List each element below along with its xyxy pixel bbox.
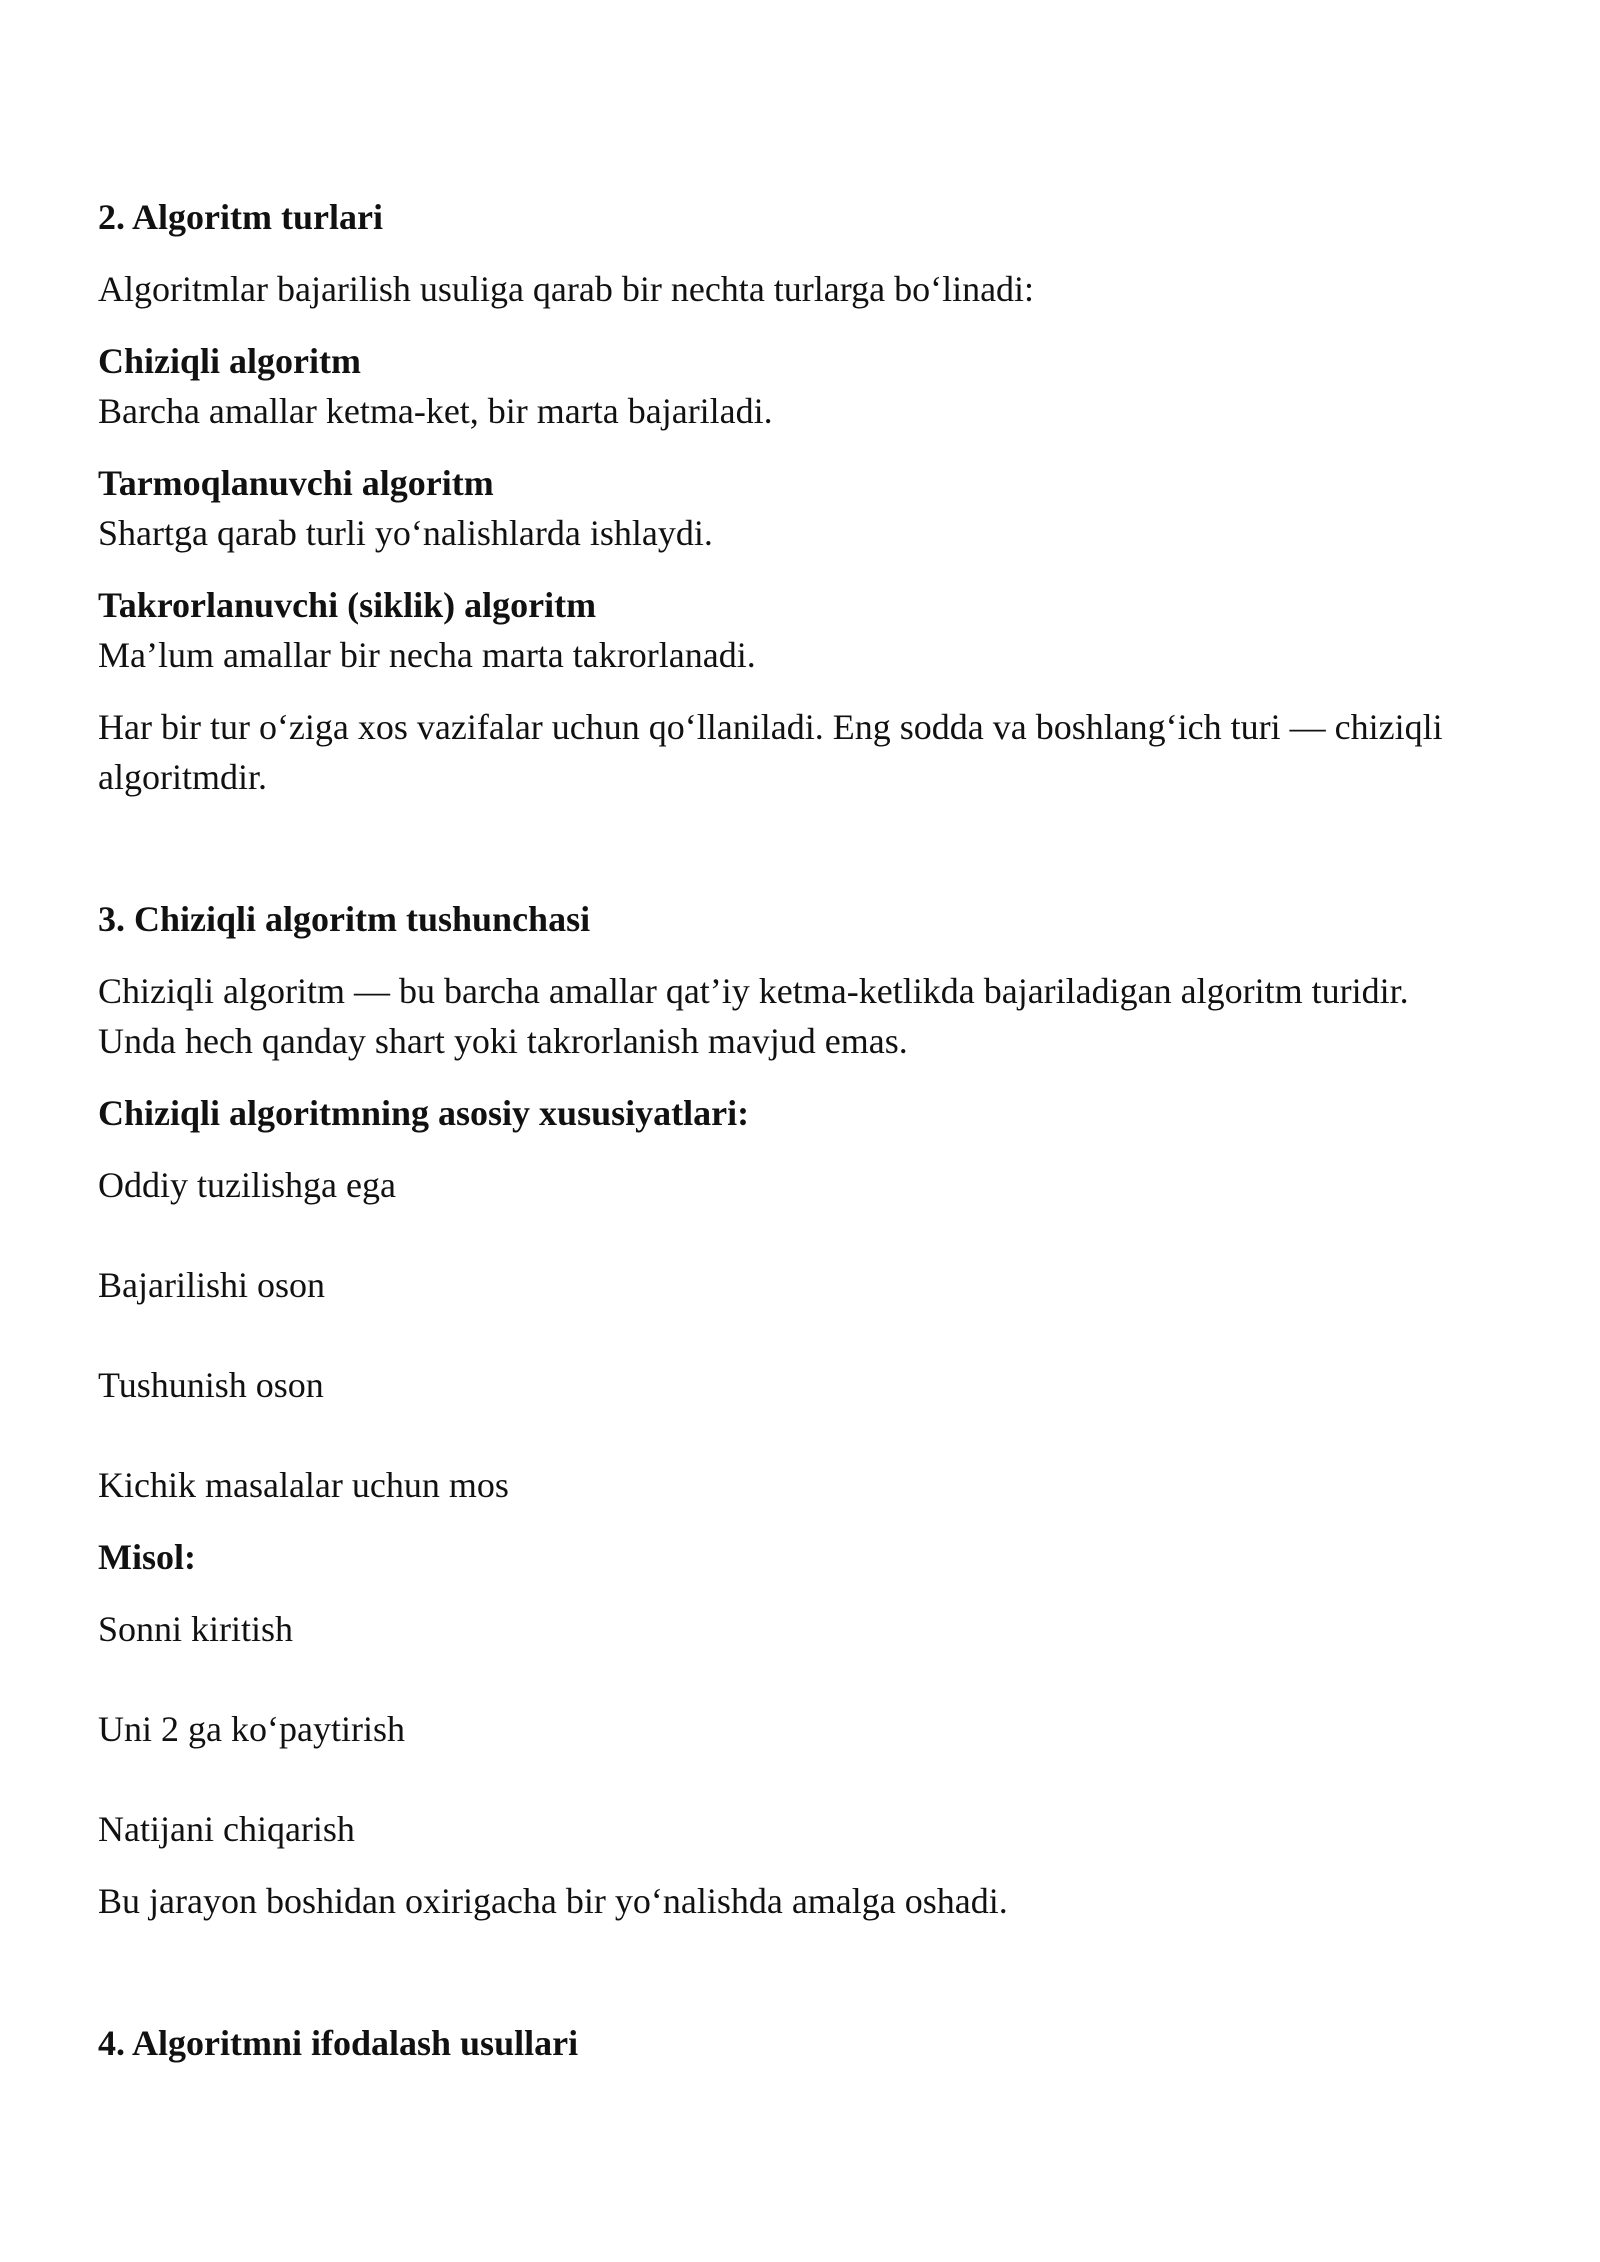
step-text: Uni 2 ga ko‘paytirish — [98, 1709, 405, 1749]
type-title: Chiziqli algoritm — [98, 341, 361, 381]
step-text: Sonni kiritish — [98, 1609, 294, 1649]
section-4-heading — [98, 2018, 1538, 2068]
type-desc: Barcha amallar ketma-ket, bir marta bajariladi. — [98, 391, 773, 431]
heading-text: Chiziqli algoritmning asosiy xususiyatlari: — [98, 1093, 750, 1133]
features-heading — [98, 1088, 1538, 1138]
heading-text: Misol: — [98, 1537, 196, 1577]
feature-item — [98, 1160, 1538, 1210]
feature-text: Bajarilishi oson — [98, 1265, 325, 1305]
type-title: Takrorlanuvchi (siklik) algoritm — [98, 585, 597, 625]
definition-line: Unda hech qanday shart yoki takrorlanish mavjud emas. — [98, 1021, 908, 1061]
feature-text: Tushunish oson — [98, 1365, 324, 1405]
feature-item — [98, 1360, 1538, 1410]
section-2-summary — [98, 702, 1538, 802]
heading-text: 3. Chiziqli algoritm tushunchasi — [98, 899, 591, 939]
definition-line: Chiziqli algoritm — bu barcha amallar qat’iy ketma-ketlikda bajariladigan algoritm turidir. — [98, 971, 1409, 1011]
section-2-heading — [98, 192, 1538, 242]
type-item-branching — [98, 458, 1538, 558]
section-3-definition — [98, 966, 1538, 1066]
section-3-conclusion — [98, 1876, 1538, 1926]
type-item-linear — [98, 336, 1538, 436]
feature-item — [98, 1460, 1538, 1510]
section-2-intro — [98, 264, 1538, 314]
type-desc: Shartga qarab turli yo‘nalishlarda ishlaydi. — [98, 513, 713, 553]
section-3-heading — [98, 894, 1538, 944]
example-step — [98, 1804, 1538, 1854]
summary-line: algoritmdir. — [98, 757, 267, 797]
feature-text: Kichik masalalar uchun mos — [98, 1465, 509, 1505]
type-title: Tarmoqlanuvchi algoritm — [98, 463, 494, 503]
type-item-cyclic — [98, 580, 1538, 680]
summary-line: Har bir tur o‘ziga xos vazifalar uchun qo‘llaniladi. Eng sodda va boshlang‘ich turi — chiziqli — [98, 707, 1443, 747]
step-text: Natijani chiqarish — [98, 1809, 355, 1849]
example-step — [98, 1604, 1538, 1654]
heading-text: 4. Algoritmni ifodalash usullari — [98, 2023, 579, 2063]
intro-text: Algoritmlar bajarilish usuliga qarab bir nechta turlarga bo‘linadi: — [98, 269, 1035, 309]
heading-text: 2. Algoritm turlari — [98, 197, 383, 237]
example-heading — [98, 1532, 1538, 1582]
feature-text: Oddiy tuzilishga ega — [98, 1165, 396, 1205]
type-desc: Ma’lum amallar bir necha marta takrorlanadi. — [98, 635, 756, 675]
example-step — [98, 1704, 1538, 1754]
feature-item — [98, 1260, 1538, 1310]
conclusion-text: Bu jarayon boshidan oxirigacha bir yo‘nalishda amalga oshadi. — [98, 1881, 1008, 1921]
